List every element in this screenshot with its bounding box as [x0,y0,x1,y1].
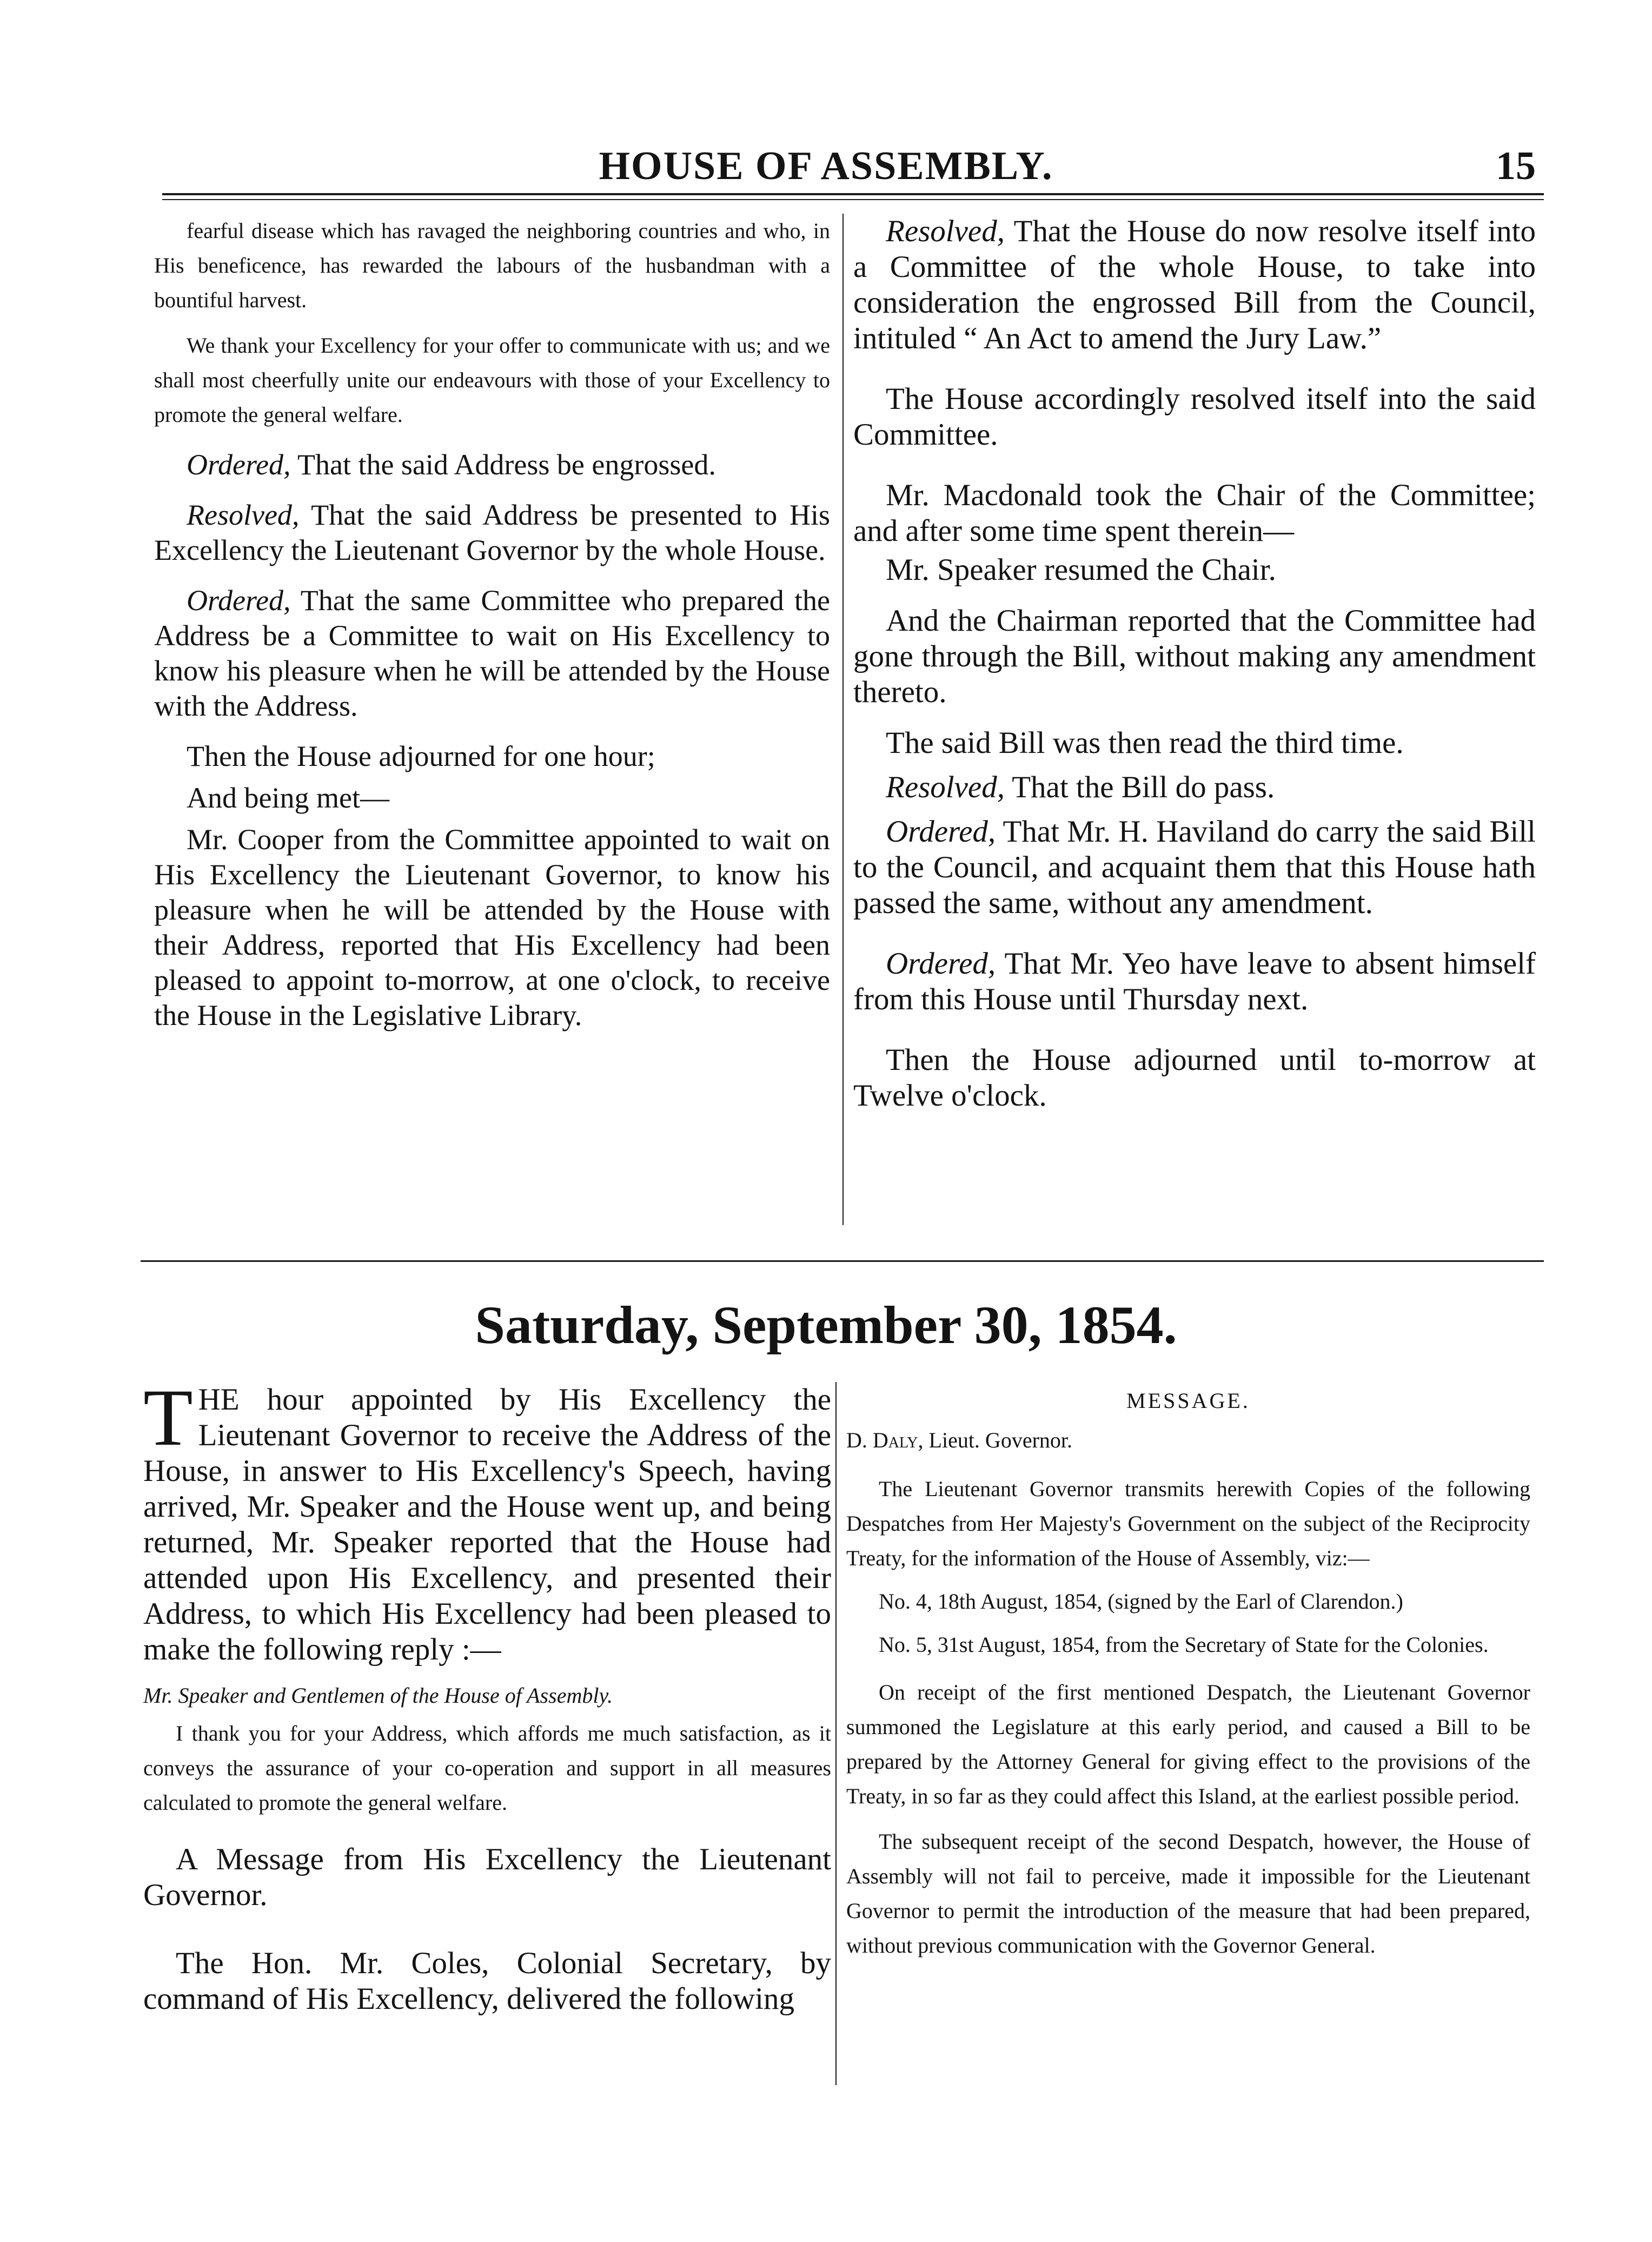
italic-lead: Resolved, [187,499,300,531]
date-heading: Saturday, September 30, 1854. [475,1295,1177,1355]
paragraph-text: That the same Committee who prepared the Address be a Committee to wait on His Excellency to know his pleasure when he will be attended by the House with the Address. [154,584,830,722]
paragraph: Mr. Speaker resumed the Chair. [886,553,1276,587]
paragraph: fearful disease which has ravaged the neighboring countries and who, in His beneficence, has rewarded the labours of the husbandman with a bountiful harvest. [154,219,830,312]
header-rule-thin [162,199,1544,200]
paragraph: No. 5, 31st August, 1854, from the Secretary of State for the Colonies. [879,1632,1489,1657]
page-number: 15 [1496,144,1536,188]
paragraph [853,214,1536,356]
paragraph [853,946,1536,1017]
paragraph: And the Chairman reported that the Committee had gone through the Bill, without making any amendment thereto. [853,604,1536,709]
section-rule [141,1260,1544,1262]
signature-title: Lieut. Governor. [923,1428,1073,1452]
italic-lead: Ordered, [187,584,291,617]
message-title: MESSAGE. [1126,1388,1250,1413]
paragraph: The subsequent receipt of the second Despatch, however, the House of Assembly will not fail to perceive, made it impossible for the Lieutenant Governor to permit the introduction of the measure that had been prepared, without previous communication with the Governor General. [846,1829,1530,1957]
paragraph [154,583,830,724]
message-signature [846,1423,1530,1458]
paragraph-text: That the said Address be engrossed. [290,448,716,481]
paragraph: No. 4, 18th August, 1854, (signed by the Earl of Clarendon.) [879,1589,1403,1613]
paragraph: We thank your Excellency for your offer to communicate with us; and we shall most cheerfully unite our endeavours with those of your Excellency to promote the general welfare. [154,333,830,427]
top-left-column [154,214,830,1033]
page-header-title: HOUSE OF ASSEMBLY. [599,144,1053,188]
paragraph: The Lieutenant Governor transmits herewith Copies of the following Despatches from Her Majesty's Government on the subject of the Reciprocity Treaty, for the information of the House of Assembly, viz:— [846,1477,1530,1570]
top-right-column [853,214,1536,1114]
drop-cap: T [143,1373,193,1463]
paragraph-text: That the said Address be presented to His Excellency the Lieutenant Governor by the whole House. [154,499,830,566]
column-divider [842,214,844,1225]
paragraph-text: That Mr. H. Haviland do carry the said Bill to the Council, and acquaint them that this House hath passed the same, without any amendment. [853,815,1536,920]
bottom-left-column [143,1373,831,2017]
paragraph: The Hon. Mr. Coles, Colonial Secretary, by command of His Excellency, delivered the following [143,1946,831,2016]
italic-lead: Resolved, [886,770,1005,804]
paragraph: Then the House adjourned for one hour; [187,740,655,772]
paragraph: The House accordingly resolved itself into the said Committee. [853,382,1536,452]
paragraph-text: That the House do now resolve itself into a Committee of the whole House, to take into consideration the engrossed Bill from the Council, intituled “ An Act to amend the Jury Law.” [853,214,1536,355]
column-divider [835,1382,837,2085]
paragraph [154,447,830,482]
italic-lead: Ordered, [187,448,291,481]
header-rule [162,193,1544,195]
paragraph: I thank you for your Address, which affords me much satisfaction, as it conveys the assurance of your co-operation and support in all measures calculated to promote the general welfare. [143,1721,831,1815]
paragraph [143,1373,831,1668]
paragraph [853,770,1536,805]
paragraph [154,498,830,568]
paragraph: A Message from His Excellency the Lieutenant Governor. [143,1842,831,1912]
paragraph: Mr. Macdonald took the Chair of the Committee; and after some time spent therein— [853,478,1536,548]
paragraph-text: That Mr. Yeo have leave to absent himself from this House until Thursday next. [853,947,1536,1016]
paragraph: On receipt of the first mentioned Despatch, the Lieutenant Governor summoned the Legislature at this early period, and caused a Bill to be prepared by the Attorney General for giving effect to the provisions of the Treaty, in so far as they could affect this Island, at the earliest possible period. [846,1680,1530,1808]
paragraph-text: HE hour appointed by His Excellency the Lieutenant Governor to receive the Address of the House, in answer to His Excellency's Speech, having arrived, Mr. Speaker and the House went up, and being returned, Mr. Speaker reported that the House had attended upon His Excellency, and presented their Address, to which His Excellency had been pleased to make the following reply :— [143,1383,831,1666]
paragraph [853,814,1536,921]
italic-lead: Resolved, [886,214,1005,248]
italic-lead: Ordered, [886,815,996,849]
address-salutation: Mr. Speaker and Gentlemen of the House of Assembly. [143,1683,613,1708]
paragraph: Then the House adjourned until to-morrow at Twelve o'clock. [853,1043,1536,1113]
paragraph-text: That the Bill do pass. [1004,770,1275,804]
italic-lead: Ordered, [886,947,996,981]
paragraph: And being met— [187,782,389,814]
paragraph: Mr. Cooper from the Committee appointed to wait on His Excellency the Lieutenant Governor, to know his pleasure when he will be attended by the House with their Address, reported that His Excellency had been pleased to appoint to-morrow, at one o'clock, to receive the House in the Legislative Library. [154,823,830,1031]
paragraph: The said Bill was then read the third time. [886,726,1404,760]
bottom-right-column [846,1382,1530,1963]
signature-name: D. Daly, [846,1428,924,1452]
